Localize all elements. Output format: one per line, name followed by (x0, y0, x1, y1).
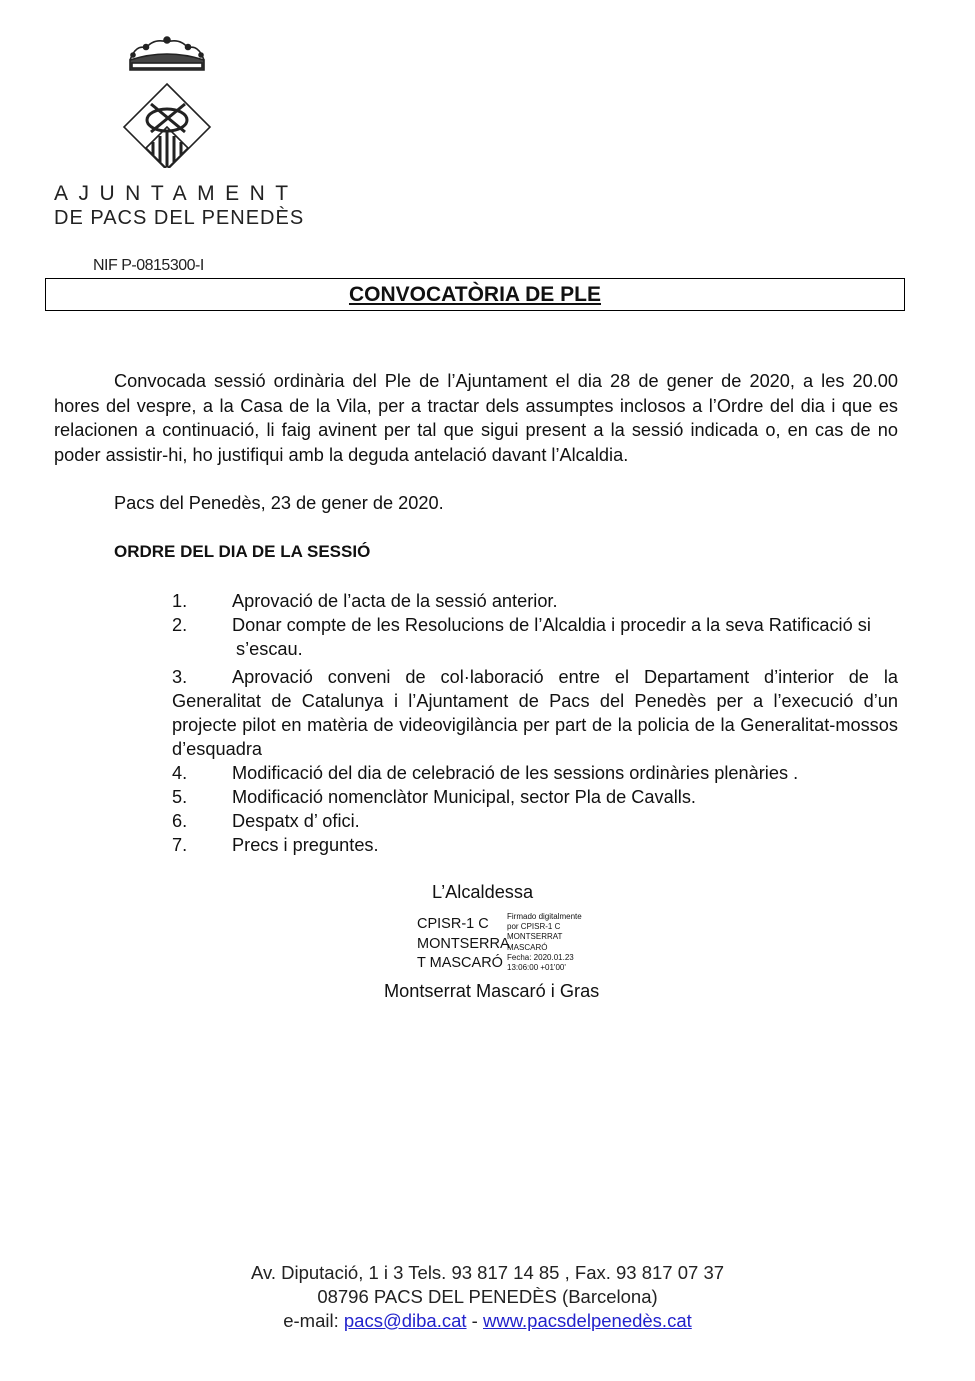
agenda-item-continuation: s’escau. (236, 639, 303, 659)
agenda-heading: ORDRE DEL DIA DE LA SESSIÓ (114, 542, 371, 561)
agenda-item (172, 761, 898, 785)
place-and-date: Pacs del Penedès, 23 de gener de 2020. (114, 493, 444, 513)
footer-email-label: e-mail: (283, 1310, 339, 1331)
signature-role: L’Alcaldessa (432, 882, 534, 902)
agenda-item (172, 809, 898, 833)
agenda-item-text: Aprovació de l’acta de la sessió anterior. (232, 591, 558, 611)
footer-contact (0, 1309, 975, 1333)
agenda-item-text: Aprovació conveni de col·laboració entre el Departament d’interior de la Generalitat de Catalunya i l’Ajuntament de Pacs del Penedès per a l’execució d’un projecte pilot en matèria de videovigilància per part de la policia de la Generalitat-mossos d’esquadra (172, 667, 898, 759)
signature-digital-note: Firmado digitalmente por CPISR-1 C MONTSERRAT MASCARÓ Fecha: 2020.01.23 13:06:00 +01'00' (507, 912, 582, 973)
document-title: CONVOCATÒRIA DE PLE (348, 283, 601, 306)
signature-certificate-name: CPISR-1 C MONTSERRA T MASCARÓ (417, 916, 510, 971)
agenda-item-text: Modificació nomenclàtor Municipal, sector Pla de Cavalls. (232, 787, 696, 807)
nif-number: NIF P-0815300-I (93, 257, 204, 274)
footer-email-link[interactable]: pacs@diba.cat (343, 1310, 467, 1331)
organization-subtitle: DE PACS DEL PENEDÈS (54, 207, 305, 229)
convocation-paragraph: Convocada sessió ordinària del Ple de l’Ajuntament el dia 28 de gener de 2020, a les 20.00 hores del vespre, a la Casa de la Vila, per a tractar dels assumptes inclosos a l’Ordre del dia i que es relacionen a continuació, li faig avinent per tal que sigui present a la sessió indicada o, en cas de no poder assistir-hi, ho justifiqui amb la deguda antelació davant l’Alcaldia. (54, 371, 898, 465)
footer (0, 1261, 975, 1333)
agenda-item-text: Donar compte de les Resolucions de l’Alcaldia i procedir a la seva Ratificació si (232, 615, 871, 635)
agenda-item-text: Modificació del dia de celebració de les sessions ordinàries plenàries . (232, 763, 799, 783)
agenda-item-number: 1. (172, 591, 188, 611)
agenda-item-number: 7. (172, 835, 188, 855)
footer-city: 08796 PACS DEL PENEDÈS (Barcelona) (317, 1286, 658, 1307)
signer-name: Montserrat Mascaró i Gras (384, 981, 600, 1001)
footer-separator: - (471, 1310, 478, 1331)
agenda-item (172, 613, 898, 661)
organization-name: AJUNTAMENT (54, 182, 299, 205)
agenda-item (172, 785, 898, 809)
agenda-item-number: 3. (172, 667, 188, 687)
agenda-item-number: 6. (172, 811, 188, 831)
agenda-item-text: Precs i preguntes. (232, 835, 379, 855)
document-title-box (45, 278, 905, 311)
agenda-list (172, 589, 898, 857)
footer-address: Av. Diputació, 1 i 3 Tels. 93 817 14 85 , Fax. 93 817 07 37 (250, 1262, 725, 1283)
agenda-item-number: 5. (172, 787, 188, 807)
agenda-item (172, 665, 898, 761)
agenda-item-text: Despatx d’ ofici. (232, 811, 360, 831)
agenda-item (172, 833, 898, 857)
municipal-crest-logo (106, 28, 228, 168)
agenda-item (172, 589, 898, 613)
digital-signature-block (417, 912, 617, 974)
agenda-item-number: 2. (172, 615, 188, 635)
footer-website-link[interactable]: www.pacsdelpenedès.cat (482, 1310, 692, 1331)
agenda-item-number: 4. (172, 763, 188, 783)
